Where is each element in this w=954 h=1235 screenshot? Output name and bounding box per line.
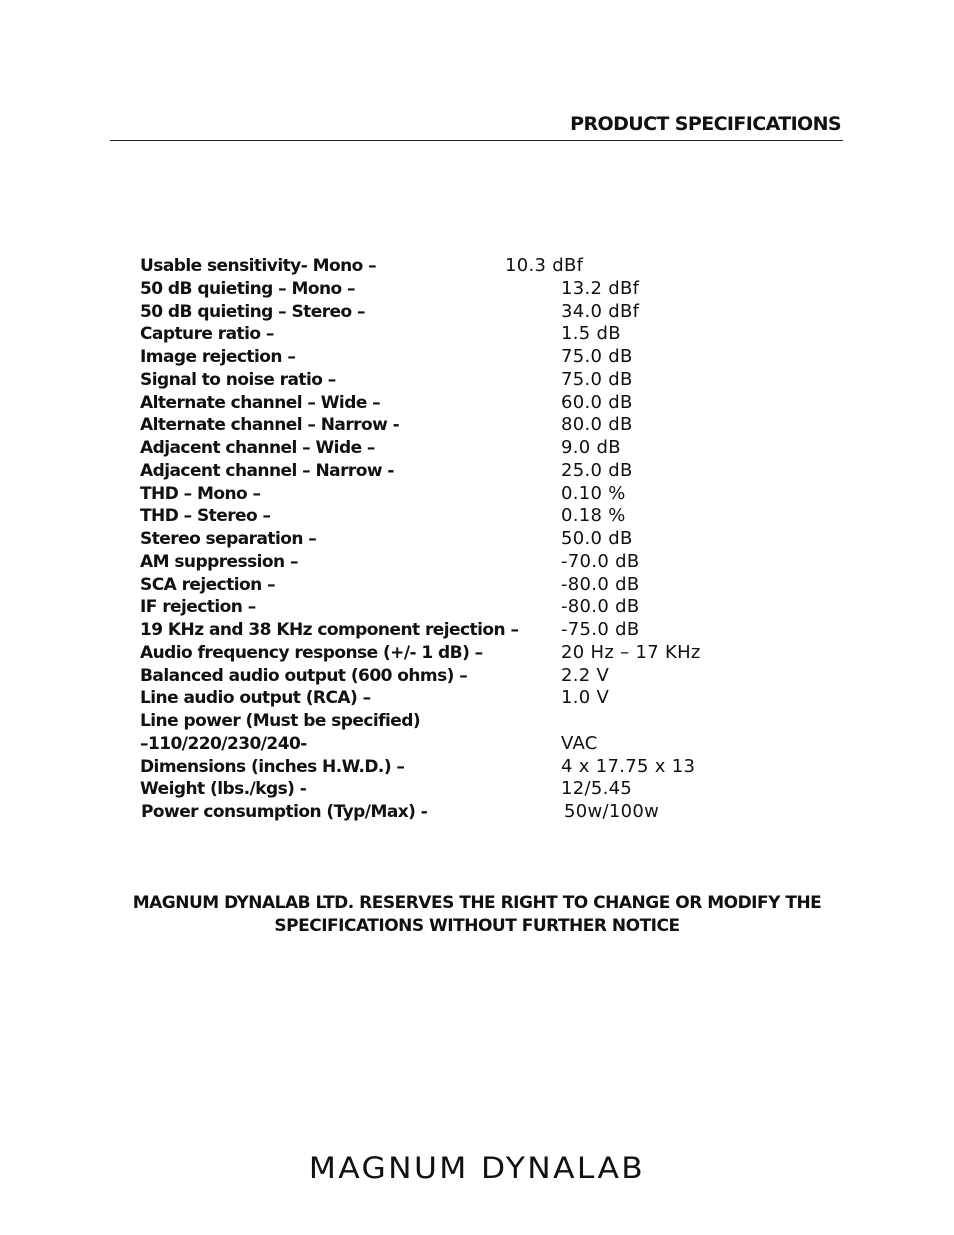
disclaimer-line: MAGNUM DYNALAB LTD. RESERVES THE RIGHT TO CHANGE OR MODIFY THE (132, 893, 822, 913)
spec-label: Usable sensitivity- Mono – (140, 256, 377, 276)
disclaimer-notice (100, 892, 854, 938)
spec-row (140, 756, 780, 779)
spec-row (140, 596, 780, 619)
spec-row (140, 778, 780, 801)
spec-value: 60.0 dB (561, 391, 633, 413)
spec-label: Balanced audio output (600 ohms) – (140, 665, 468, 686)
spec-row (140, 437, 780, 460)
spec-label: 50 dB quieting – Mono – (140, 278, 355, 299)
spec-value: 80.0 dB (561, 414, 633, 436)
spec-label: Image rejection – (140, 347, 296, 367)
spec-label: Dimensions (inches H.W.D.) – (140, 756, 405, 777)
spec-label: Weight (lbs./kgs) - (140, 779, 307, 800)
spec-row (140, 505, 780, 528)
spec-row (140, 414, 780, 437)
spec-row (140, 301, 780, 324)
spec-label: Capture ratio – (140, 324, 274, 345)
spec-row (140, 278, 780, 301)
spec-value: 1.5 dB (561, 323, 621, 345)
spec-label: IF rejection – (140, 597, 256, 618)
spec-label: Signal to noise ratio – (140, 369, 336, 390)
spec-row (140, 392, 780, 415)
page-header (110, 112, 843, 141)
spec-label: Adjacent channel – Narrow - (140, 460, 394, 481)
spec-row (140, 346, 780, 369)
spec-row (140, 323, 780, 346)
spec-value: 0.10 % (561, 482, 626, 504)
spec-value: 50.0 dB (561, 528, 633, 549)
spec-row (140, 801, 780, 824)
spec-label: –110/220/230/240- (140, 733, 307, 754)
spec-label: THD – Mono – (140, 483, 261, 504)
spec-row (140, 551, 780, 574)
spec-row (140, 255, 780, 278)
spec-row (140, 574, 780, 597)
spec-value: 2.2 V (561, 664, 610, 686)
spec-row (140, 483, 780, 506)
spec-row (140, 528, 780, 551)
spec-value: 50w/100w (564, 801, 660, 822)
spec-value: 75.0 dB (561, 346, 633, 367)
disclaimer-line: SPECIFICATIONS WITHOUT FURTHER NOTICE (274, 916, 680, 936)
page-title: PRODUCT SPECIFICATIONS (570, 113, 841, 135)
spec-label: AM suppression – (140, 551, 298, 572)
spec-value: 4 x 17.75 x 13 (561, 755, 696, 777)
spec-row (140, 665, 780, 688)
spec-value: -80.0 dB (561, 596, 640, 618)
spec-row (140, 733, 780, 756)
spec-label: Line audio output (RCA) – (140, 688, 371, 709)
spec-label: Audio frequency response (+/- 1 dB) – (140, 642, 483, 663)
spec-value: 75.0 dB (561, 368, 633, 390)
spec-label: 50 dB quieting – Stereo – (140, 301, 365, 322)
spec-value: -75.0 dB (561, 619, 640, 640)
spec-value: 10.3 dBf (505, 255, 584, 276)
spec-label: THD – Stereo – (140, 506, 271, 527)
spec-value: -80.0 dB (561, 573, 640, 595)
spec-value: 34.0 dBf (561, 300, 640, 322)
spec-value: 1.0 V (561, 687, 610, 709)
spec-value: 25.0 dB (561, 459, 633, 481)
spec-row (140, 460, 780, 483)
spec-label: Stereo separation – (140, 529, 317, 549)
spec-value: -70.0 dB (561, 550, 640, 572)
spec-row (140, 642, 780, 665)
spec-label: Alternate channel – Narrow - (140, 415, 400, 436)
spec-row (140, 369, 780, 392)
spec-label: Line power (Must be specified) (140, 711, 421, 731)
spec-label: Power consumption (Typ/Max) - (141, 802, 428, 822)
spec-value: 9.0 dB (561, 437, 621, 458)
spec-label: Alternate channel – Wide – (140, 392, 381, 413)
spec-value: VAC (561, 732, 598, 754)
spec-value: 13.2 dBf (561, 277, 640, 299)
spec-list (140, 255, 780, 824)
spec-row (140, 619, 780, 642)
spec-row (140, 710, 780, 733)
spec-row (140, 687, 780, 710)
spec-value: 12/5.45 (561, 778, 633, 800)
spec-label: Adjacent channel – Wide – (140, 438, 375, 458)
spec-label: 19 KHz and 38 KHz component rejection – (140, 620, 519, 640)
spec-value: 0.18 % (561, 505, 626, 527)
brand-logo: MAGNUM DYNALAB (308, 1151, 646, 1185)
spec-label: SCA rejection – (140, 574, 276, 595)
spec-value: 20 Hz – 17 KHz (561, 641, 701, 663)
